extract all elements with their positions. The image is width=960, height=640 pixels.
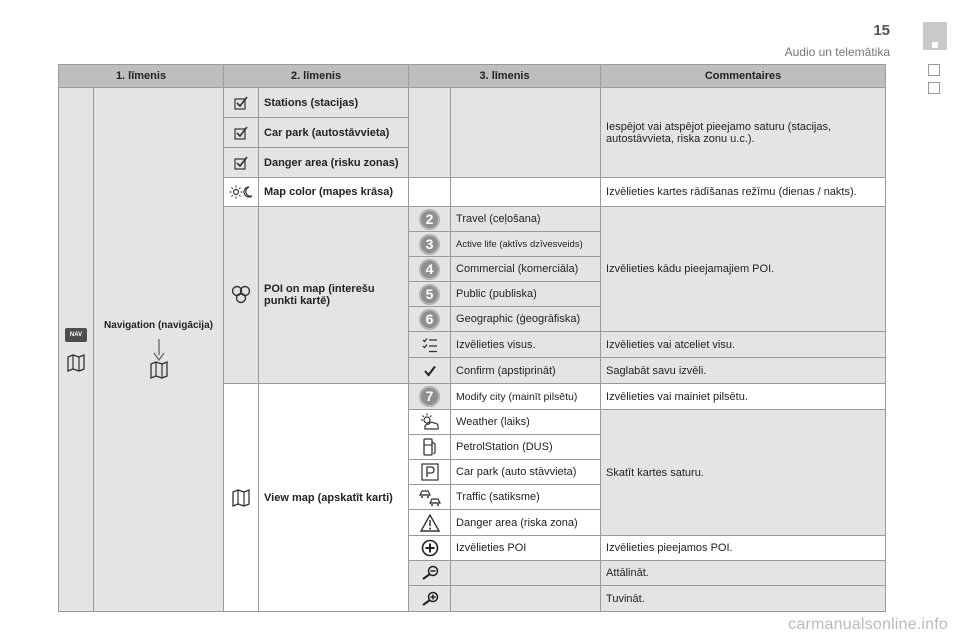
arrow-down-icon bbox=[153, 339, 165, 361]
header-level3: 3. līmenis bbox=[409, 65, 601, 88]
zoom-out-icon-cell bbox=[409, 561, 451, 586]
warning-triangle-icon bbox=[420, 514, 440, 532]
danger-area2-label: Danger area (riska zona) bbox=[451, 510, 601, 536]
step-6-icon: 6 bbox=[419, 309, 440, 330]
traffic-icon-cell bbox=[409, 485, 451, 510]
empty-cell bbox=[451, 561, 601, 586]
map-menu-icon bbox=[148, 361, 170, 379]
step-7-icon: 7 bbox=[419, 386, 440, 407]
weather-icon bbox=[419, 413, 441, 431]
poi-num-cell bbox=[409, 232, 451, 257]
poi-icon-cell bbox=[224, 207, 259, 384]
poi-active-life-label: Active life (aktīvs dzīvesveids) bbox=[451, 232, 601, 257]
danger-area2-icon-cell bbox=[409, 510, 451, 536]
zoom-in-icon bbox=[420, 591, 440, 607]
select-all-label: Izvēlieties visus. bbox=[451, 332, 601, 358]
empty-cell bbox=[451, 586, 601, 612]
danger-area-label: Danger area (risku zonas) bbox=[259, 148, 409, 178]
poi-public-label: Public (publiska) bbox=[451, 282, 601, 307]
zoom-out-comment: Attālināt. bbox=[601, 561, 886, 586]
level1-icon-cell bbox=[59, 88, 94, 612]
zoom-out-icon bbox=[420, 565, 440, 581]
level1-label-cell bbox=[94, 88, 224, 612]
side-box-1 bbox=[928, 64, 940, 76]
checkbox-icon bbox=[234, 126, 248, 140]
empty-cell bbox=[409, 178, 451, 207]
checkbox-icon bbox=[234, 96, 248, 110]
weather-label: Weather (laiks) bbox=[451, 410, 601, 435]
checkbox-icon bbox=[234, 156, 248, 170]
empty-cell bbox=[409, 88, 451, 178]
step-3-icon: 3 bbox=[419, 234, 440, 255]
view-map-icon-cell bbox=[224, 384, 259, 612]
poi-geographic-label: Geographic (ģeogrāfiska) bbox=[451, 307, 601, 332]
side-box-2 bbox=[928, 82, 940, 94]
petrol-label: PetrolStation (DUS) bbox=[451, 435, 601, 460]
confirm-comment: Saglabāt savu izvēli. bbox=[601, 358, 886, 384]
checkmark-icon bbox=[424, 365, 436, 377]
nav-button-icon: NAV bbox=[65, 328, 87, 342]
car-park-label: Car park (autostāvvieta) bbox=[259, 118, 409, 148]
header-comments: Commentaires bbox=[601, 65, 886, 88]
parking-icon bbox=[421, 463, 439, 481]
modify-city-comment: Izvēlieties vai mainiet pilsētu. bbox=[601, 384, 886, 410]
poi-travel-label: Travel (ceļošana) bbox=[451, 207, 601, 232]
select-poi-icon-cell bbox=[409, 536, 451, 561]
select-all-list-icon bbox=[422, 337, 438, 353]
zoom-in-comment: Tuvināt. bbox=[601, 586, 886, 612]
confirm-icon-cell bbox=[409, 358, 451, 384]
header-level2: 2. līmenis bbox=[224, 65, 409, 88]
side-tab bbox=[923, 22, 947, 50]
poi-num-cell bbox=[409, 207, 451, 232]
traffic-label: Traffic (satiksme) bbox=[451, 485, 601, 510]
table-row bbox=[59, 88, 886, 118]
select-poi-comment: Izvēlieties pieejamos POI. bbox=[601, 536, 886, 561]
step-5-icon: 5 bbox=[419, 284, 440, 305]
step-4-icon: 4 bbox=[419, 259, 440, 280]
stations-label: Stations (stacijas) bbox=[259, 88, 409, 118]
view-comment: Skatīt kartes saturu. bbox=[601, 410, 886, 536]
navigation-label: Navigation (navigācija) bbox=[104, 320, 213, 331]
select-all-icon-cell bbox=[409, 332, 451, 358]
map-icon bbox=[231, 489, 251, 507]
view-map-label: View map (apskatīt karti) bbox=[259, 384, 409, 612]
car-park2-icon-cell bbox=[409, 460, 451, 485]
fuel-pump-icon bbox=[422, 437, 438, 457]
select-poi-label: Izvēlieties POI bbox=[451, 536, 601, 561]
poi-num-cell bbox=[409, 257, 451, 282]
select-all-comment: Izvēlieties vai atceliet visu. bbox=[601, 332, 886, 358]
empty-cell bbox=[451, 178, 601, 207]
stations-comment: Iespējot vai atspējot pieejamo saturu (stacijas, autostāvvieta, riska zonu u.c.). bbox=[601, 88, 886, 178]
header-row bbox=[59, 65, 886, 88]
car-park2-label: Car park (auto stāvvieta) bbox=[451, 460, 601, 485]
poi-on-map-label: POI on map (interešu punkti kartē) bbox=[259, 207, 409, 384]
day-night-icon bbox=[229, 185, 253, 199]
petrol-icon-cell bbox=[409, 435, 451, 460]
danger-area-icon-cell bbox=[224, 148, 259, 178]
map-menu-icon bbox=[65, 354, 87, 372]
map-color-comment: Izvēlieties kartes rādīšanas režīmu (dienas / nakts). bbox=[601, 178, 886, 207]
poi-commercial-label: Commercial (komerciāla) bbox=[451, 257, 601, 282]
header-level1: 1. līmenis bbox=[59, 65, 224, 88]
modify-city-num-cell bbox=[409, 384, 451, 410]
navigation-table bbox=[58, 64, 886, 612]
map-color-icon-cell bbox=[224, 178, 259, 207]
empty-cell bbox=[451, 88, 601, 178]
chapter-title: Audio un telemātika bbox=[784, 45, 890, 59]
poi-num-cell bbox=[409, 307, 451, 332]
poi-num-cell bbox=[409, 282, 451, 307]
watermark: carmanualsonline.info bbox=[788, 616, 948, 633]
modify-city-label: Modify city (mainīt pilsētu) bbox=[451, 384, 601, 410]
weather-icon-cell bbox=[409, 410, 451, 435]
poi-comment: Izvēlieties kādu pieejamajiem POI. bbox=[601, 207, 886, 332]
zoom-in-icon-cell bbox=[409, 586, 451, 612]
poi-cluster-icon bbox=[230, 285, 252, 305]
confirm-label: Confirm (apstiprināt) bbox=[451, 358, 601, 384]
car-park-icon-cell bbox=[224, 118, 259, 148]
map-color-label: Map color (mapes krāsa) bbox=[259, 178, 409, 207]
page-number: 15 bbox=[873, 22, 890, 39]
step-2-icon: 2 bbox=[419, 209, 440, 230]
add-circle-icon bbox=[421, 539, 439, 557]
traffic-cars-icon bbox=[419, 488, 441, 506]
stations-icon-cell bbox=[224, 88, 259, 118]
